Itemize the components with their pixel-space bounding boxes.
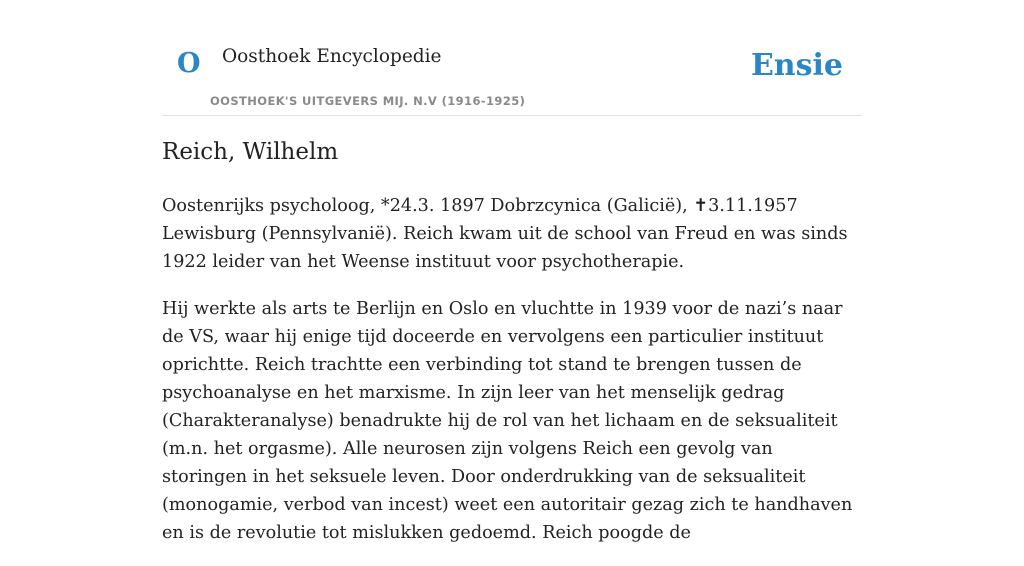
publisher-label: OOSTHOEK'S UITGEVERS MIJ. N.V (1916-1925) (210, 94, 526, 108)
article-paragraph: Hij werkte als arts te Berlijn en Oslo en vluchtte in 1939 voor de nazi’s naar de VS, waar hij enige tijd doceerde en vervolgens een particulier instituut oprichtte. Reich trachtte een verbinding tot stand te brengen tussen de psychoanalyse en het marxisme. In zijn leer van het menselijk gedrag (Charakteranalyse) benadrukte hij de rol van het lichaam en de seksualiteit (m.n. het orgasme). Alle neurosen zijn volgens Reich een gevolg van storingen in het seksuele leven. Door onderdrukking van de seksualiteit (monogamie, verbod van incest) weet een autoritair gezag zich te handhaven en is de revolutie tot mislukken gedoemd. Reich poogde de (162, 299, 853, 543)
content-container (162, 0, 862, 543)
book-logo-icon[interactable]: O (177, 48, 201, 79)
article-paragraph: Oostenrijks psycholoog, *24.3. 1897 Dobrzcynica (Galicië), ✝3.11.1957 Lewisburg (Pennsylvanië). Reich kwam uit de school van Freud en was sinds 1922 leider van het Weense instituut voor psychotherapie. (162, 196, 848, 272)
ensie-brand-logo[interactable]: Ensie (750, 48, 843, 83)
article-body (162, 192, 862, 566)
book-title-link[interactable]: Oosthoek Encyclopedie (222, 46, 442, 67)
article-title: Reich, Wilhelm (162, 139, 339, 165)
site-header (162, 0, 862, 116)
